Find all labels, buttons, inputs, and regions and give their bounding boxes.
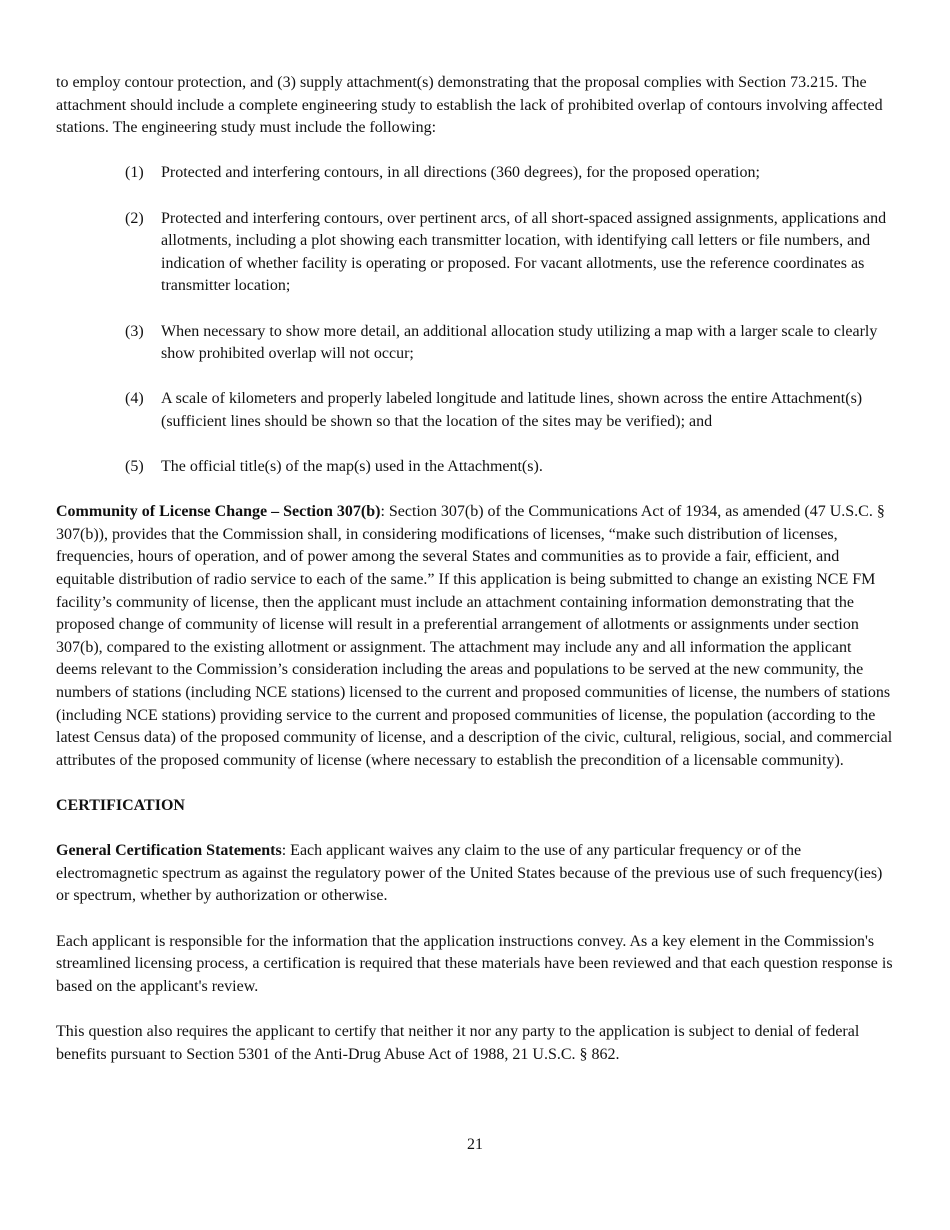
list-item-text: A scale of kilometers and properly labeled longitude and latitude lines, shown across the entire Attachment(s) (sufficient lines should be shown so that the location of the sites may be verified); and [161, 390, 863, 430]
anti-drug-paragraph: This question also requires the applicant to certify that neither it nor any party to the application is subject to denial of federal benefits pursuant to Section 5301 of the Anti-Drug Abuse Act of 1988, 21 U.S.C. § 862. [56, 1022, 860, 1063]
certification-heading: CERTIFICATION [56, 797, 185, 814]
page-number: 21 [467, 1136, 483, 1153]
engineering-study-list [56, 162, 896, 478]
community-change-body: : Section 307(b) of the Communications Act of 1934, as amended (47 U.S.C. § 307(b)), provides that the Commission shall, in considering modifications of licenses, “make such distribution of licenses, frequencies, hours of operation, and of power among the several States and communities as to provide a fair, efficient, and equitable distribution of radio service to each of the same.” If this application is being submitted to change an existing NCE FM facility’s community of license, then the applicant must include an attachment containing information demonstrating that the proposed change of community of license will result in a preferential arrangement of allotments or assignments under section 307(b), compared to the existing allotment or assignment. The attachment may include any and all information the applicant deems relevant to the Commission’s consideration including the areas and populations to be served at the new community, the numbers of stations (including NCE stations) licensed to the current and proposed communities of license, the numbers of stations (including NCE stations) providing service to the current and proposed communities of license, the population (according to the latest Census data) of the proposed community of license, and a description of the civic, cultural, religious, social, and commercial attributes of the proposed community of license (where necessary to establish the precondition of a licensable community). [56, 503, 893, 769]
responsibility-paragraph: Each applicant is responsible for the information that the application instructions convey. As a key element in the Commission's streamlined licensing process, a certification is required that these materials have been reviewed and that each question response is based on the applicant's review. [56, 932, 893, 995]
general-certification-heading: General Certification Statements [56, 842, 282, 860]
list-item [56, 388, 896, 433]
list-item [56, 321, 896, 366]
list-item-text: Protected and interfering contours, over pertinent arcs, of all short-spaced assigned assignments, applications and allotments, including a plot showing each transmitter location, with identifying call letters or file numbers, and indication of whether facility is operating or proposed. For vacant allotments, use the reference coordinates as transmitter location; [161, 209, 887, 295]
community-change-paragraph [56, 501, 896, 772]
list-item-number: (5) [125, 458, 144, 476]
list-item-text: When necessary to show more detail, an additional allocation study utilizing a map with a larger scale to clearly show prohibited overlap will not occur; [161, 322, 878, 363]
community-change-heading: Community of License Change – Section 307(b) [56, 503, 381, 521]
list-item-number: (2) [125, 209, 144, 227]
document-page [56, 72, 896, 1089]
list-item-number: (3) [125, 322, 144, 340]
general-certification-paragraph [56, 840, 896, 908]
intro-paragraph: to employ contour protection, and (3) supply attachment(s) demonstrating that the proposal complies with Section 73.215. The attachment should include a complete engineering study to establish the lack of prohibited overlap of contours involving affected stations. The engineering study must include the following: [56, 74, 883, 137]
list-item-text: Protected and interfering contours, in all directions (360 degrees), for the proposed operation; [161, 164, 760, 182]
list-item [56, 162, 896, 185]
general-certification-body: : Each applicant waives any claim to the use of any particular frequency or of the electromagnetic spectrum as against the regulatory power of the United States because of the previous use of such frequency(ies) or spectrum, whether by authorization or otherwise. [56, 842, 883, 905]
list-item-text: The official title(s) of the map(s) used in the Attachment(s). [161, 458, 543, 476]
list-item [56, 456, 896, 479]
list-item-number: (1) [125, 164, 144, 182]
list-item [56, 208, 896, 298]
list-item-number: (4) [125, 390, 144, 408]
